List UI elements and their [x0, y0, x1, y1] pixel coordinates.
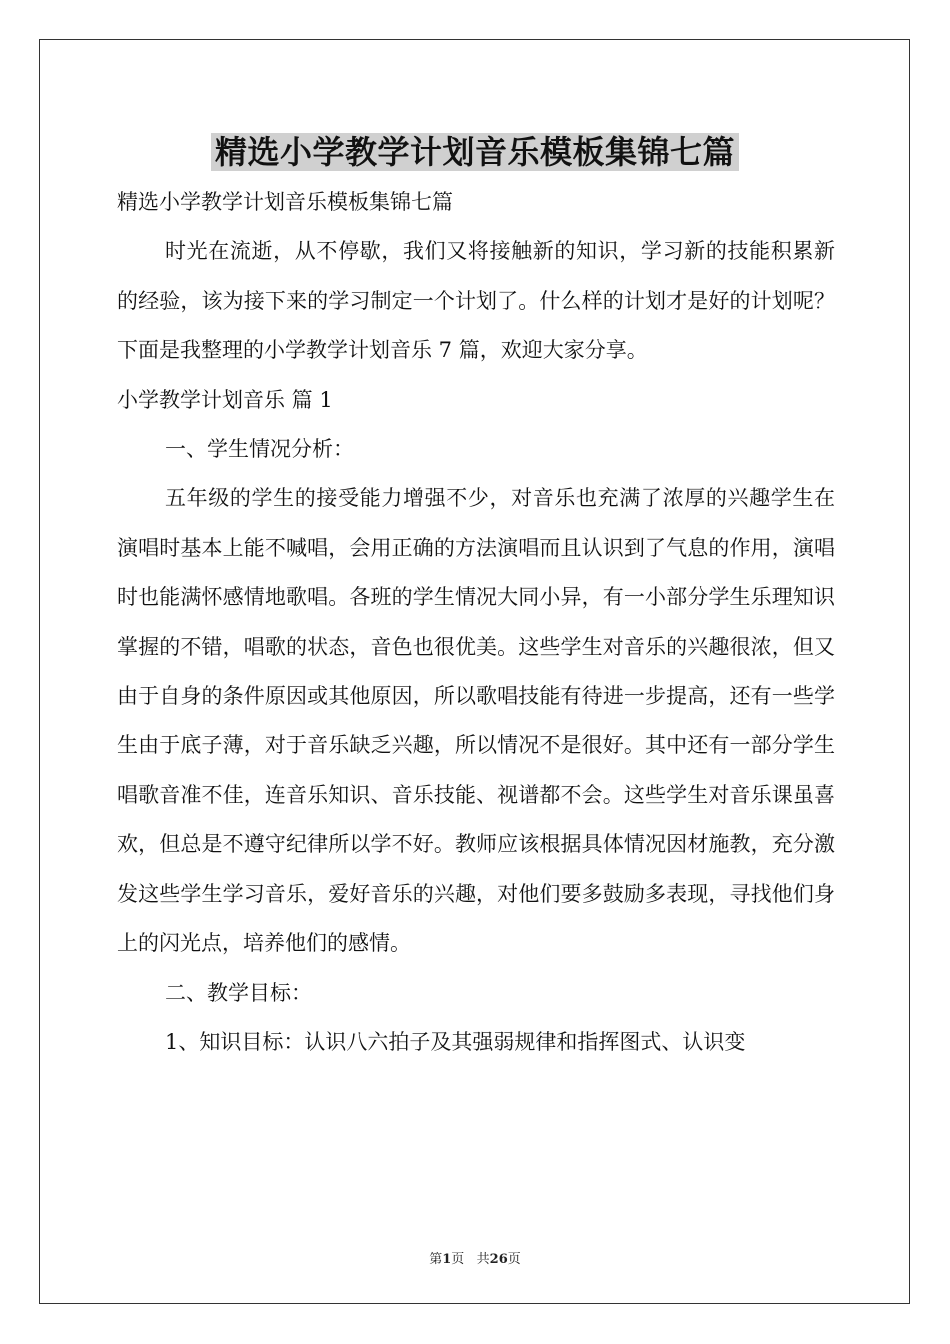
paragraph: 二、教学目标：	[165, 980, 312, 1005]
paragraph: 一、学生情况分析：	[165, 437, 354, 462]
document-title-text: 精选小学教学计划音乐模板集锦七篇	[211, 133, 739, 171]
footer-page-prefix: 第	[429, 1252, 443, 1267]
document-body	[117, 178, 835, 1067]
paragraph: 小学教学计划音乐 篇 1	[117, 387, 333, 412]
document-title	[0, 126, 950, 178]
footer-page-suffix: 页	[507, 1252, 521, 1267]
document-subtitle: 精选小学教学计划音乐模板集锦七篇	[117, 190, 453, 214]
page-footer	[0, 1248, 950, 1267]
footer-page-mid: 页 共	[451, 1252, 490, 1267]
paragraph: 时光在流逝，从不停歇，我们又将接触新的知识，学习新的技能积累新的经验，该为接下来的学习制定一个计划了。什么样的计划才是好的计划呢？下面是我整理的小学教学计划音乐 7 篇，欢迎大家分享。	[117, 239, 835, 363]
footer-total-pages: 26	[489, 1252, 508, 1267]
paragraph: 1、知识目标：认识八六拍子及其强弱规律和指挥图式、认识变	[165, 1029, 746, 1054]
footer-page-number: 1	[442, 1252, 452, 1267]
paragraph: 五年级的学生的接受能力增强不少，对音乐也充满了浓厚的兴趣学生在演唱时基本上能不喊唱，会用正确的方法演唱而且认识到了气息的作用，演唱时也能满怀感情地歌唱。各班的学生情况大同小异，有一小部分学生乐理知识掌握的不错，唱歌的状态，音色也很优美。这些学生对音乐的兴趣很浓，但又由于自身的条件原因或其他原因，所以歌唱技能有待进一步提高，还有一些学生由于底子薄，对于音乐缺乏兴趣，所以情况不是很好。其中还有一部分学生唱歌音准不佳，连音乐知识、音乐技能、视谱都不会。这些学生对音乐课虽喜欢，但总是不遵守纪律所以学不好。教师应该根据具体情况因材施教，充分激发这些学生学习音乐，爱好音乐的兴趣，对他们要多鼓励多表现，寻找他们身上的闪光点，培养他们的感情。	[117, 486, 835, 956]
